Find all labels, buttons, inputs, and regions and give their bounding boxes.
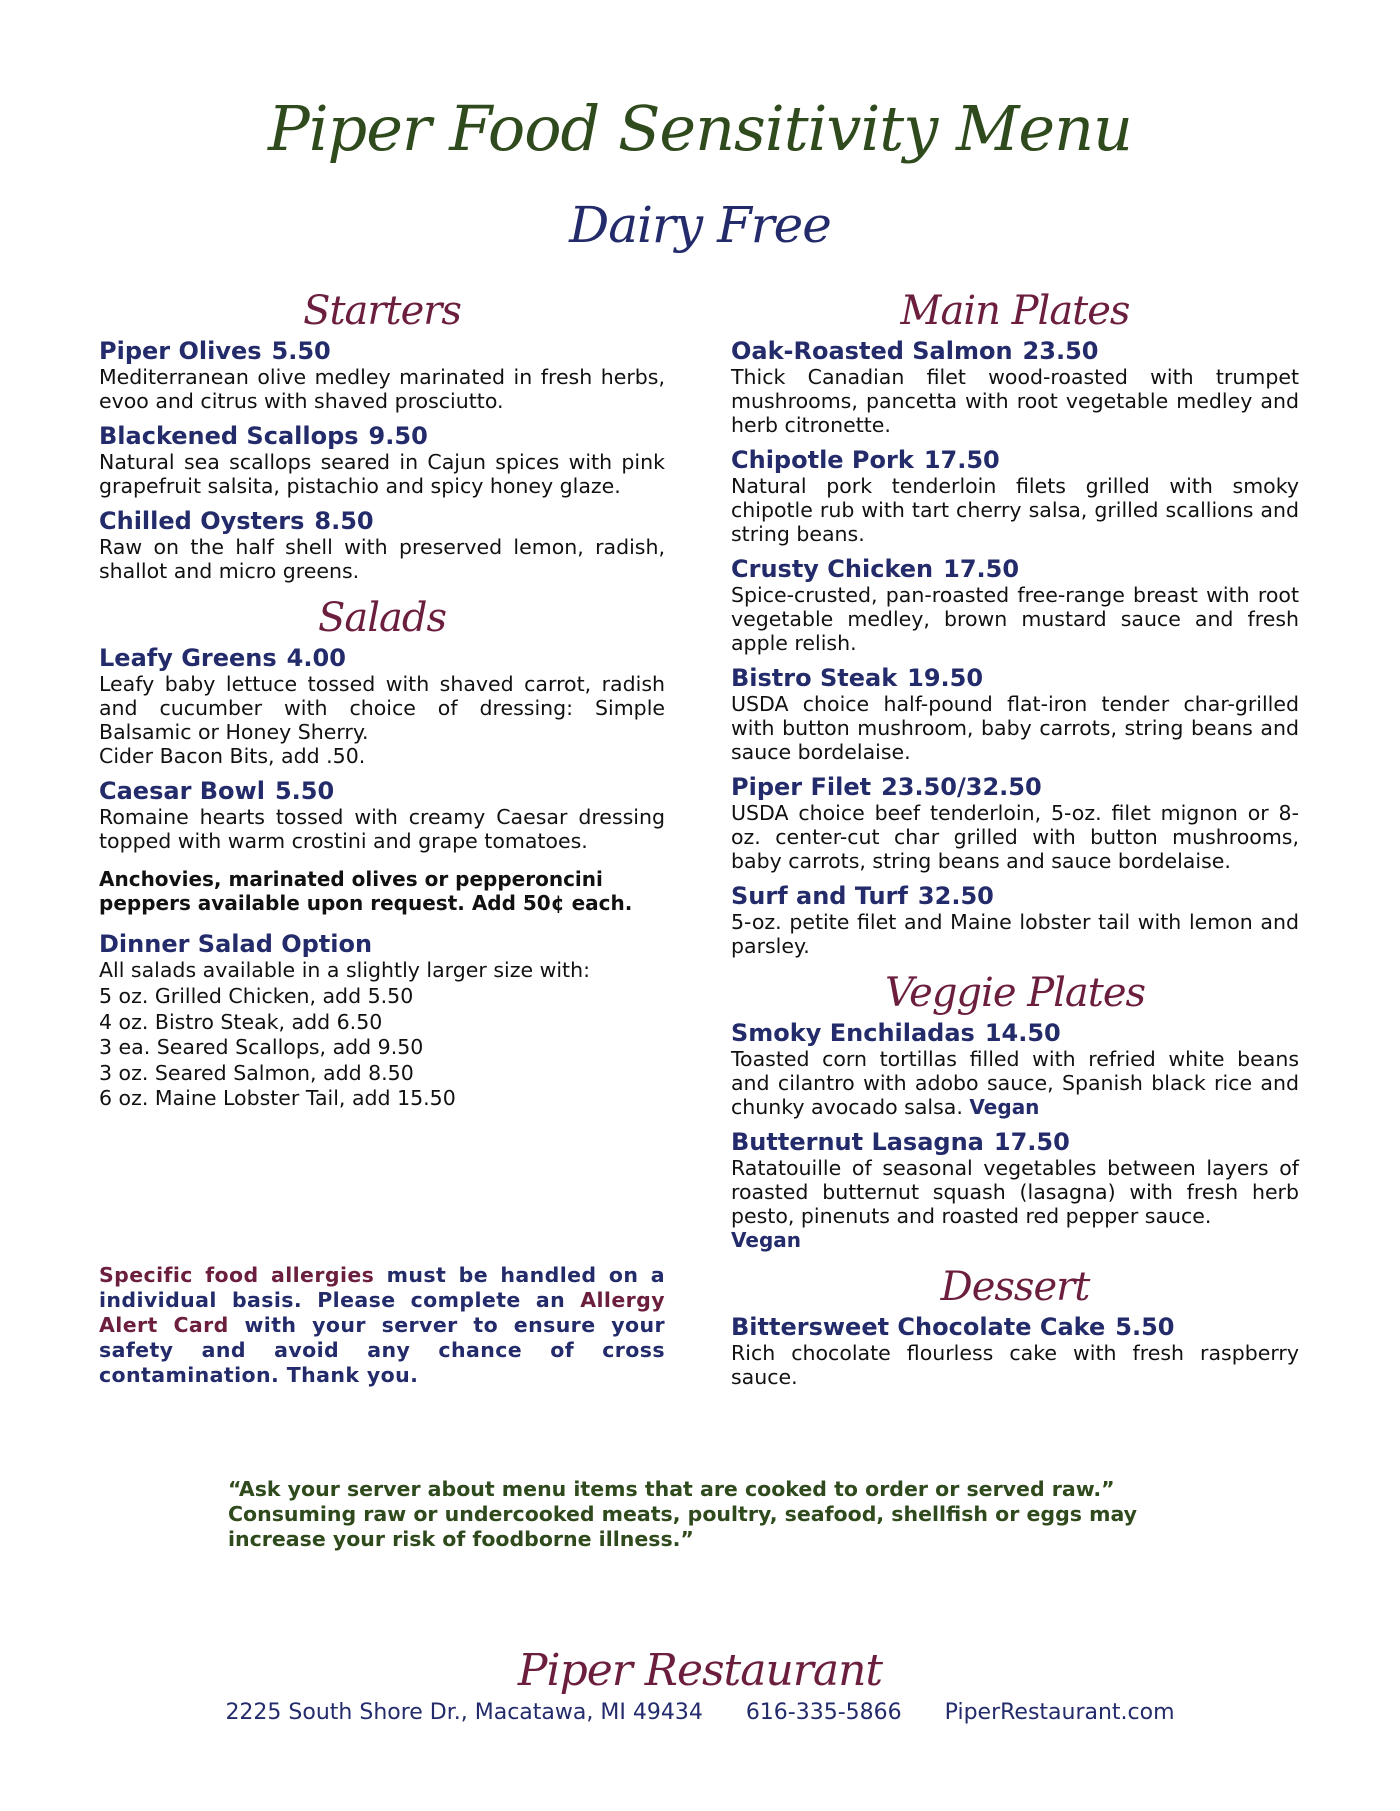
section-heading-veggie-plates: Veggie Plates bbox=[884, 970, 1146, 1016]
item-description: Thick Canadian filet wood-roasted with trumpet mushrooms, pancetta with root vegetable medley and herb citronette. bbox=[731, 365, 1299, 437]
item-price: 8.50 bbox=[314, 507, 374, 535]
item-description: USDA choice beef tenderloin, 5-oz. filet mignon or 8-oz. center-cut char grilled with button mushrooms, baby carrots, string beans and sauce bordelaise. bbox=[731, 801, 1299, 873]
item-name: Piper Olives bbox=[99, 337, 262, 365]
allergy-text: with your server to ensure your safety and avoid any chance of cross contamination. Thank you. bbox=[99, 1313, 665, 1387]
menu-item-leafy-greens bbox=[99, 645, 665, 768]
item-description: Natural sea scallops seared in Cajun spices with pink grapefruit salsita, pistachio and spicy honey glaze. bbox=[99, 450, 665, 498]
addon-item: 5 oz. Grilled Chicken, add 5.50 bbox=[99, 984, 414, 1008]
item-price: 4.00 bbox=[286, 644, 346, 672]
footer-website: PiperRestaurant.com bbox=[944, 1700, 1175, 1725]
warning-line-1: “Ask your server about menu items that are cooked to order or served raw.” bbox=[228, 1477, 1115, 1501]
menu-title: Piper Food Sensitivity Menu bbox=[268, 92, 1132, 165]
item-description-text: Toasted corn tortillas filled with refried white beans and cilantro with adobo sauce, Spanish black rice and chunky avocado salsa. bbox=[731, 1047, 1299, 1119]
item-price: 17.50 bbox=[993, 1128, 1070, 1156]
menu-item-surf-and-turf bbox=[731, 883, 1299, 958]
item-name: Butternut Lasagna bbox=[731, 1128, 984, 1156]
item-price: 17.50 bbox=[923, 446, 1000, 474]
item-description: 5-oz. petite filet and Maine lobster tail with lemon and parsley. bbox=[731, 910, 1299, 958]
item-name: Surf and Turf bbox=[731, 882, 908, 910]
menu-item-chilled-oysters bbox=[99, 508, 665, 583]
salad-addon-note: Anchovies, marinated olives or pepperoncini peppers available upon request. Add 50¢ each. bbox=[99, 867, 633, 915]
addon-item: 6 oz. Maine Lobster Tail, add 15.50 bbox=[99, 1086, 456, 1110]
section-heading-salads: Salads bbox=[317, 595, 447, 641]
item-price: 5.50 bbox=[271, 337, 331, 365]
item-price: 23.50/32.50 bbox=[881, 773, 1042, 801]
allergy-text: must be handled on a individual basis. Please complete an bbox=[99, 1263, 665, 1312]
item-description: Mediterranean olive medley marinated in fresh herbs, evoo and citrus with shaved prosciutto. bbox=[99, 365, 665, 413]
item-description: USDA choice half-pound flat-iron tender char-grilled with button mushroom, baby carrots, string beans and sauce bordelaise. bbox=[731, 692, 1299, 764]
warning-line-2: Consuming raw or undercooked meats, poultry, seafood, shellfish or eggs may increase your risk of foodborne illness.” bbox=[228, 1502, 1138, 1551]
menu-item-piper-olives bbox=[99, 338, 665, 413]
item-price: 5.50 bbox=[1115, 1313, 1175, 1341]
allergy-notice bbox=[99, 1263, 665, 1388]
footer-address: 2225 South Shore Dr., Macatawa, MI 49434 bbox=[225, 1700, 703, 1725]
addon-item: 4 oz. Bistro Steak, add 6.50 bbox=[99, 1009, 383, 1034]
dinner-salad-option bbox=[99, 931, 665, 1112]
addon-item: 3 ea. Seared Scallops, add 9.50 bbox=[99, 1035, 424, 1059]
item-price: 5.50 bbox=[274, 777, 335, 805]
item-description: Raw on the half shell with preserved lemon, radish, shallot and micro greens. bbox=[99, 535, 665, 583]
item-name: Bistro Steak bbox=[731, 664, 898, 692]
item-price: 9.50 bbox=[368, 422, 428, 450]
item-name: Blackened Scallops bbox=[99, 422, 359, 450]
footer-contact bbox=[0, 1700, 1400, 1725]
item-description: Spice-crusted, pan-roasted free-range breast with root vegetable medley, brown mustard sauce and fresh apple relish. bbox=[731, 583, 1299, 655]
footer-phone: 616-335-5866 bbox=[745, 1700, 902, 1725]
right-column bbox=[731, 286, 1299, 1399]
item-name: Smoky Enchiladas bbox=[731, 1019, 975, 1047]
item-price: 32.50 bbox=[917, 882, 994, 910]
item-name: Leafy Greens bbox=[99, 644, 277, 672]
item-description: Rich chocolate flourless cake with fresh raspberry sauce. bbox=[731, 1341, 1299, 1389]
menu-item-bittersweet-chocolate-cake bbox=[731, 1314, 1299, 1389]
menu-item-chipotle-pork bbox=[731, 447, 1299, 546]
item-name: Chipotle Pork bbox=[731, 446, 914, 474]
menu-item-bistro-steak bbox=[731, 665, 1299, 764]
menu-item-oak-roasted-salmon bbox=[731, 338, 1299, 437]
vegan-tag: Vegan bbox=[731, 1228, 801, 1252]
addon-list bbox=[99, 984, 665, 1112]
addon-item: 3 oz. Seared Salmon, add 8.50 bbox=[99, 1060, 414, 1085]
item-description: Natural pork tenderloin filets grilled with smoky chipotle rub with tart cherry salsa, grilled scallions and string beans. bbox=[731, 474, 1299, 546]
item-price: 14.50 bbox=[984, 1019, 1061, 1047]
section-heading-dessert: Dessert bbox=[940, 1264, 1090, 1310]
menu-item-blackened-scallops bbox=[99, 423, 665, 498]
vegan-tag: Vegan bbox=[969, 1095, 1040, 1119]
menu-item-caesar-bowl bbox=[99, 778, 665, 853]
item-name: Caesar Bowl bbox=[99, 777, 265, 805]
item-description: All salads available in a slightly larger size with: bbox=[99, 958, 590, 982]
menu-subtitle: Dairy Free bbox=[569, 196, 831, 254]
item-description: Leafy baby lettuce tossed with shaved carrot, radish and cucumber with choice of dressing: Simple Balsamic or Honey Sherry. bbox=[99, 672, 665, 744]
item-name: Crusty Chicken bbox=[731, 555, 934, 583]
item-name: Chilled Oysters bbox=[99, 507, 305, 535]
food-safety-warning bbox=[228, 1477, 1208, 1552]
section-heading-main-plates: Main Plates bbox=[900, 288, 1130, 334]
item-extra: Cider Bacon Bits, add .50. bbox=[99, 744, 366, 768]
item-name: Piper Filet bbox=[731, 773, 872, 801]
allergy-highlight: Specific food allergies bbox=[99, 1263, 375, 1287]
section-heading-starters: Starters bbox=[303, 288, 461, 334]
item-description: Ratatouille of seasonal vegetables between layers of roasted butternut squash (lasagna) with fresh herb pesto, pinenuts and roasted red pepper sauce. bbox=[731, 1156, 1299, 1228]
left-column bbox=[99, 286, 665, 1122]
menu-item-butternut-lasagna bbox=[731, 1129, 1299, 1252]
item-name: Oak-Roasted Salmon bbox=[731, 337, 1013, 365]
menu-item-piper-filet bbox=[731, 774, 1299, 873]
menu-item-smoky-enchiladas bbox=[731, 1020, 1299, 1119]
item-price: 19.50 bbox=[907, 664, 984, 692]
footer-restaurant-name: Piper Restaurant bbox=[517, 1645, 883, 1696]
item-description: Romaine hearts tossed with creamy Caesar dressing topped with warm crostini and grape tomatoes. bbox=[99, 805, 665, 853]
item-name: Dinner Salad Option bbox=[99, 930, 373, 958]
item-description bbox=[731, 1047, 1299, 1119]
allergy-card-highlight: Allergy Alert Card bbox=[99, 1288, 665, 1337]
item-name: Bittersweet Chocolate Cake bbox=[731, 1313, 1106, 1341]
item-price: 17.50 bbox=[943, 555, 1020, 583]
menu-item-crusty-chicken bbox=[731, 556, 1299, 655]
item-price: 23.50 bbox=[1022, 337, 1099, 365]
